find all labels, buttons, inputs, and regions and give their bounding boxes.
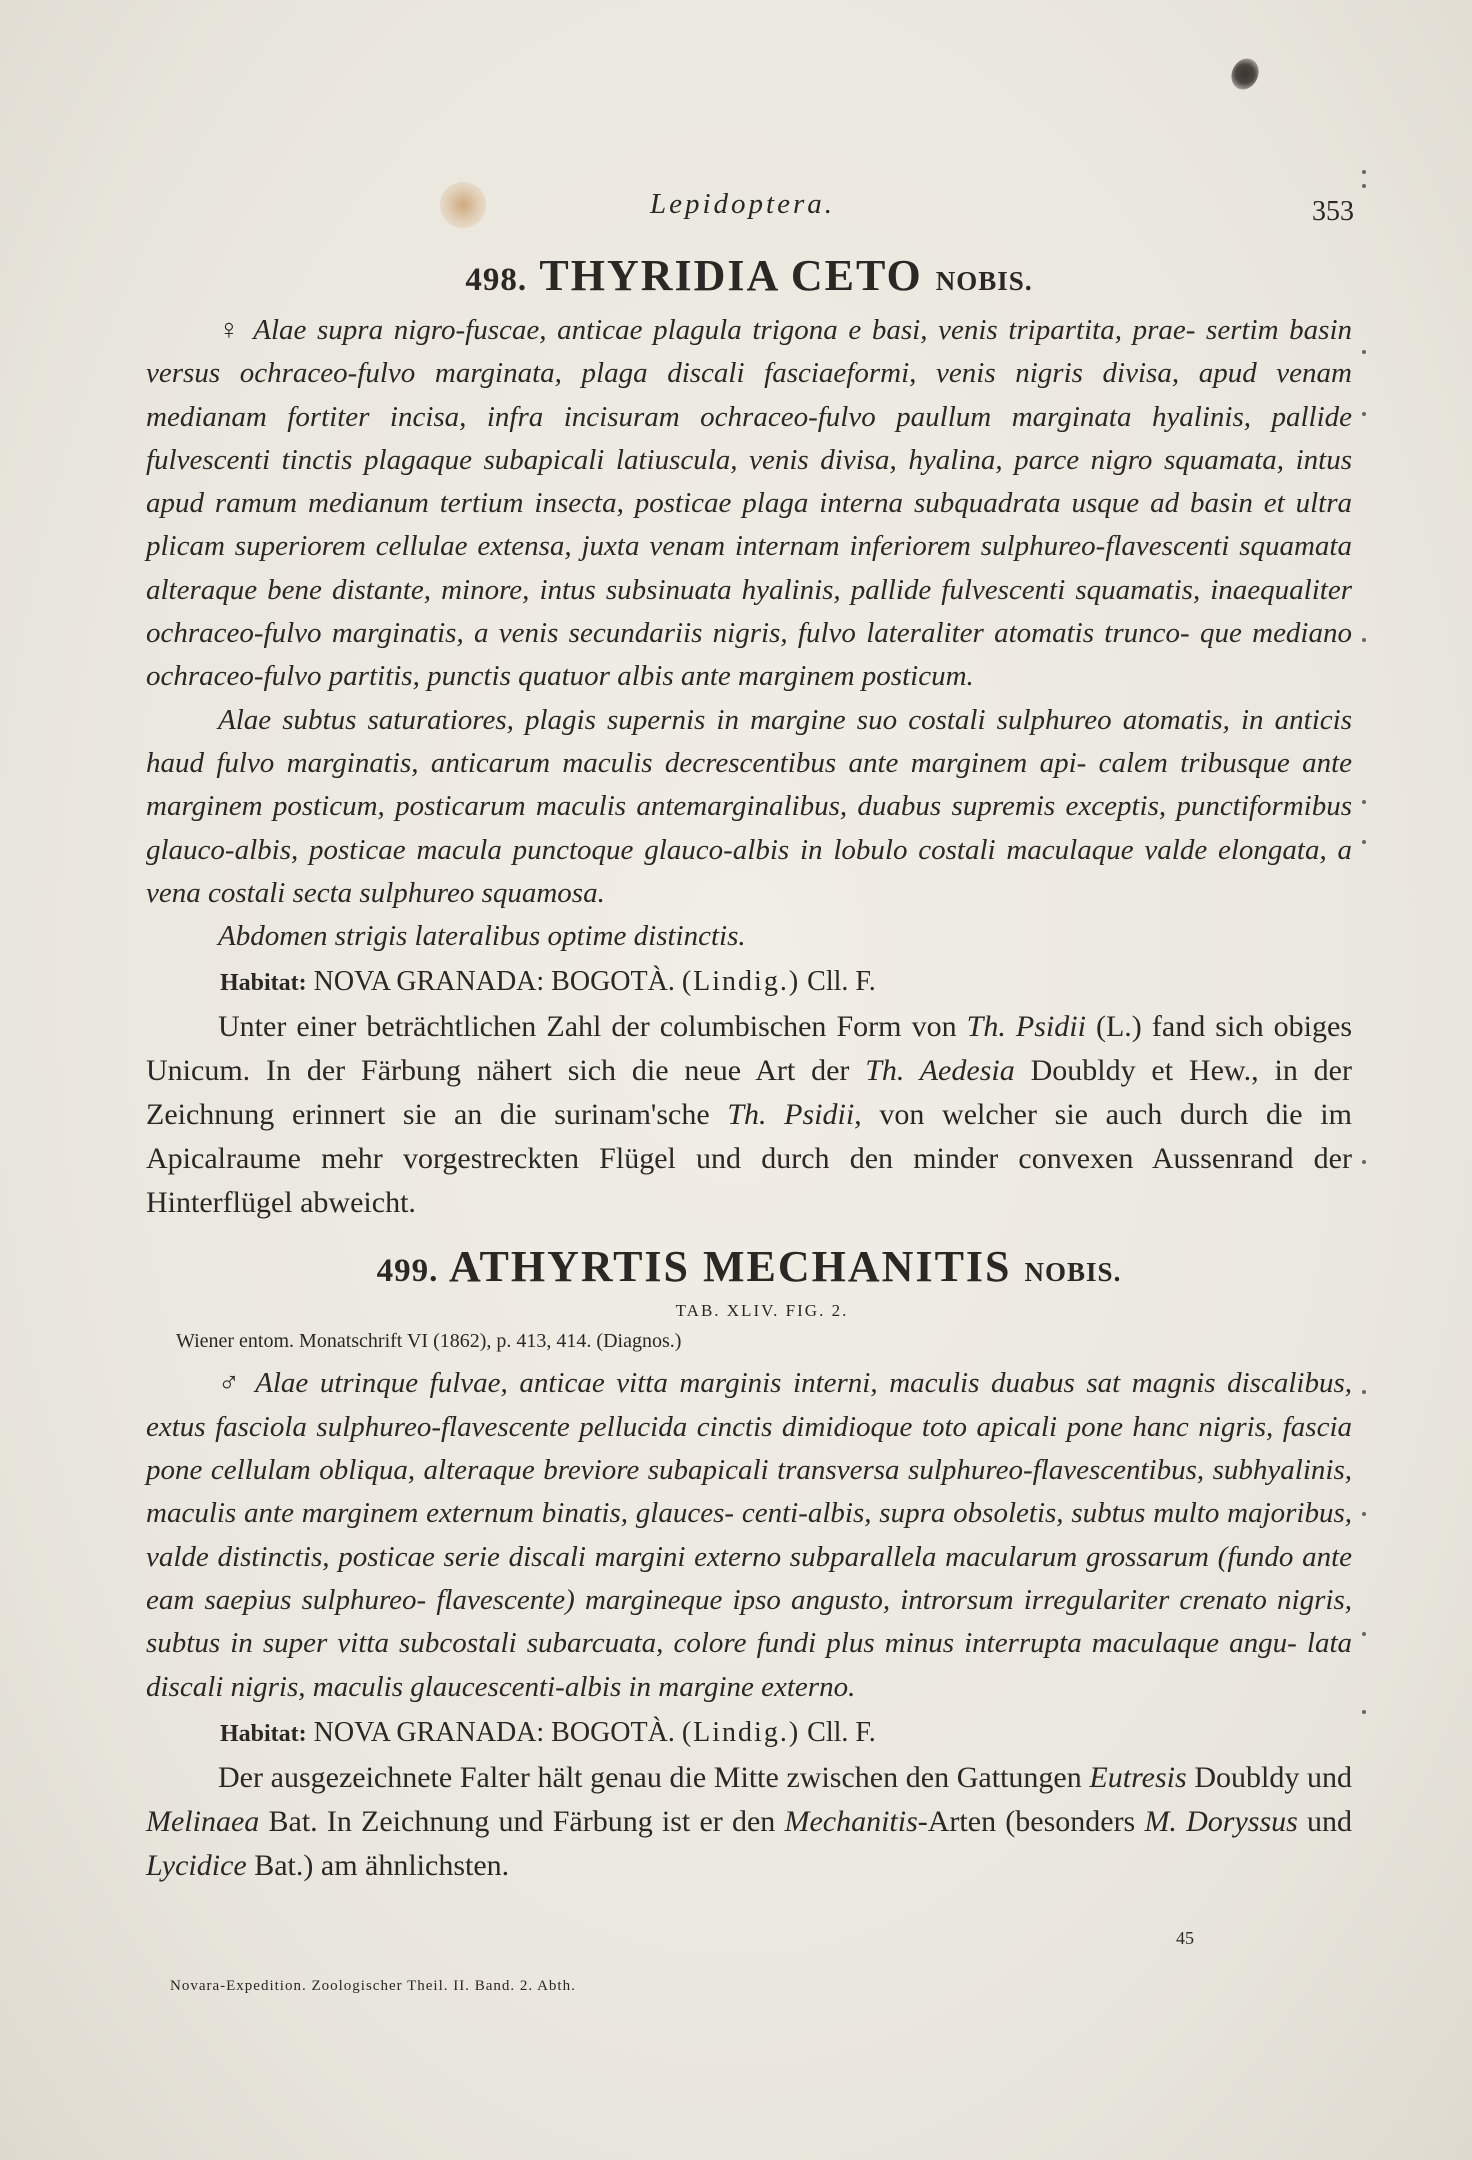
habitat-line-498: [146, 960, 1352, 1005]
genus-name: Melinaea: [146, 1804, 260, 1838]
ink-spot: [1226, 54, 1263, 94]
latin-line: Alae subtus saturatiores, plagis supernis in margine suo costali sulphureo atomatis,: [218, 703, 1230, 736]
german-remarks-499: [146, 1756, 1352, 1888]
latin-line: ♂ Alae utrinque fulvae, anticae vitta marginis interni, maculis duabus sat magnis: [218, 1367, 1216, 1400]
latin-line: supremis exceptis, punctiformibus glauco-albis, posticae macula punctoque glauco-albis: [146, 790, 1353, 866]
genus-name: M. Doryssus: [1144, 1804, 1298, 1838]
latin-line: extensa, juxta venam internam inferiorem sulphureo-flavescenti squamata alteraque bene: [146, 530, 1352, 606]
habitat-label: Habitat:: [220, 970, 307, 997]
running-head: Lepidoptera.: [650, 188, 836, 220]
latin-line: lata discali nigris, maculis glaucescenti-albis in margine externo.: [146, 1627, 1353, 1703]
latin-line: centi-albis, supra obsoletis, subtus multo majoribus, valde distinctis, posticae serie discali: [146, 1497, 1353, 1573]
genus-name: Mechanitis: [784, 1804, 918, 1838]
german-text: Doubldy et Hew., in der Zeichnung erinnert sie an die surinam'sche: [146, 1054, 1352, 1132]
latin-line: calem tribusque ante marginem posticum, posticarum maculis antemarginalibus, duabus: [146, 746, 1353, 823]
german-text: Doubldy und: [1186, 1760, 1353, 1794]
latin-line: flavescente) margineque ipso angusto, introrsum irregulariter crenato nigris, subtus in: [146, 1583, 1352, 1660]
species-author: NOBIS.: [1024, 1257, 1122, 1288]
latin-line: distante, minore, intus subsinuata hyalinis, pallide fulvescenti squamatis, inaequaliter: [331, 573, 1352, 606]
habitat-place: NOVA GRANADA: BOGOTÀ.: [313, 966, 675, 998]
literature-reference: Wiener entom. Monatschrift VI (1862), p. 413, 414. (Diagnos.): [176, 1330, 682, 1353]
german-text: Der ausgezeichnete Falter hält genau die Mitte zwischen den Gattungen: [218, 1760, 1082, 1794]
species-number: 498.: [465, 262, 528, 298]
german-text: und: [1297, 1804, 1353, 1838]
genus-name: Th. Aedesia: [865, 1054, 1015, 1088]
latin-line: discalibus, extus fasciola sulphureo-flavescente pellucida cinctis dimidioque toto apicali: [146, 1367, 1352, 1443]
german-text: von welcher sie auch durch die im Apicalraume mehr vorgestreckten Flügel und: [146, 1098, 1352, 1176]
german-text: Unter einer beträchtlichen Zahl der columbischen Form von: [218, 1010, 967, 1044]
german-text: Bat.) am ähnlichsten.: [246, 1848, 510, 1882]
german-text: Bat. In Zeichnung und Färbung ist er den: [259, 1804, 776, 1838]
habitat-collection: Cll. F.: [807, 966, 876, 998]
genus-name: Eutresis: [1089, 1760, 1187, 1794]
german-text: (L.): [1085, 1010, 1142, 1044]
latin-line: que mediano ochraceo-fulvo partitis, punctis quatuor albis ante marginem posticum.: [146, 617, 1352, 693]
latin-description-498: [146, 309, 1352, 958]
latin-paragraph: [146, 915, 1352, 958]
plate-reference: TAB. XLIV. FIG. 2.: [675, 1301, 849, 1321]
genus-name: Th. Psidii,: [727, 1098, 862, 1132]
paper-stain: [440, 182, 486, 228]
species-author: NOBIS.: [935, 266, 1033, 296]
latin-line: Abdomen strigis lateralibus optime distinctis.: [218, 920, 746, 953]
habitat-place: NOVA GRANADA: BOGOTÀ.: [313, 1716, 675, 1748]
page-number: 353: [1312, 196, 1354, 227]
latin-paragraph: [146, 699, 1352, 915]
latin-line: sulphureo-flavescentibus, subhyalinis, maculis ante marginem externum binatis, glauces-: [146, 1454, 1353, 1530]
german-text: durch den minder convexen Aussenrand der Hinterflügel abweicht.: [146, 1142, 1352, 1220]
latin-line: posticae plaga interna subquadrata usque ad basin et ultra plicam superiorem cellulae: [146, 487, 1353, 563]
species-heading-499: [146, 1239, 1352, 1300]
latin-line: margini externo subparallela macularum grossarum (fundo ante eam saepius sulphureo-: [146, 1540, 1353, 1616]
latin-line: ochraceo-fulvo marginatis, a venis secundariis nigris, fulvo lateraliter atomatis trunco-: [146, 617, 1190, 650]
habitat-collection: Cll. F.: [807, 1716, 876, 1748]
latin-line: super vitta subcostali subarcuata, colore fundi plus minus interrupta maculaque angu-: [262, 1627, 1297, 1660]
page-body: [146, 248, 1352, 1888]
habitat-label: Habitat:: [220, 1720, 307, 1747]
genus-name: Th. Psidii: [966, 1010, 1086, 1044]
latin-description-499: [146, 1362, 1352, 1708]
species-name: THYRIDIA CETO: [539, 251, 923, 300]
latin-line: marginata hyalinis, pallide fulvescenti tinctis plagaque subapicali latiuscula, venis: [146, 400, 1353, 476]
latin-line: ♀ Alae supra nigro-fuscae, anticae plagula trigona e basi, venis tripartita, prae-: [218, 314, 1196, 346]
species-number: 499.: [376, 1253, 439, 1290]
habitat-collector: (Lindig.): [681, 966, 801, 998]
latin-line: in lobulo costali maculaque valde elongata, a vena costali secta sulphureo squamosa.: [146, 833, 1353, 909]
species-name: ATHYRTIS MECHANITIS: [449, 1242, 1012, 1292]
margin-dots: [1362, 150, 1382, 1850]
latin-line: in anticis haud fulvo marginatis, anticarum maculis decrescentibus ante marginem api-: [146, 703, 1352, 779]
latin-line: sertim basin versus ochraceo-fulvo marginata, plaga discali fasciaeformi, venis nigris: [146, 314, 1353, 390]
habitat-collector: (Lindig.): [681, 1716, 801, 1748]
latin-line: pone hanc nigris, fascia pone cellulam obliqua, alteraque breviore subapicali transversa: [146, 1410, 1353, 1487]
genus-name: Lycidice: [146, 1848, 247, 1882]
german-remarks-498: [146, 1005, 1352, 1225]
german-paragraph: [146, 1005, 1352, 1225]
species-heading-498: [146, 248, 1352, 309]
page-footer: Novara-Expedition. Zoologischer Theil. II. Band. 2. Abth.: [170, 1978, 576, 1994]
latin-line: divisa, hyalina, parce nigro squamata, intus apud ramum medianum tertium insecta,: [146, 443, 1352, 520]
latin-line: divisa, apud venam medianam fortiter incisa, infra incisuram ochraceo-fulvo paullum: [146, 357, 1352, 433]
habitat-line-499: [146, 1711, 1352, 1756]
signature-mark: 45: [1176, 1928, 1194, 1948]
latin-paragraph: [146, 1362, 1352, 1708]
german-text: -Arten (besonders: [917, 1804, 1145, 1838]
german-text: fand sich obiges Unicum. In der Färbung nähert sich die neue Art der: [146, 1010, 1352, 1088]
german-paragraph: [146, 1756, 1352, 1888]
latin-paragraph: [146, 309, 1352, 699]
